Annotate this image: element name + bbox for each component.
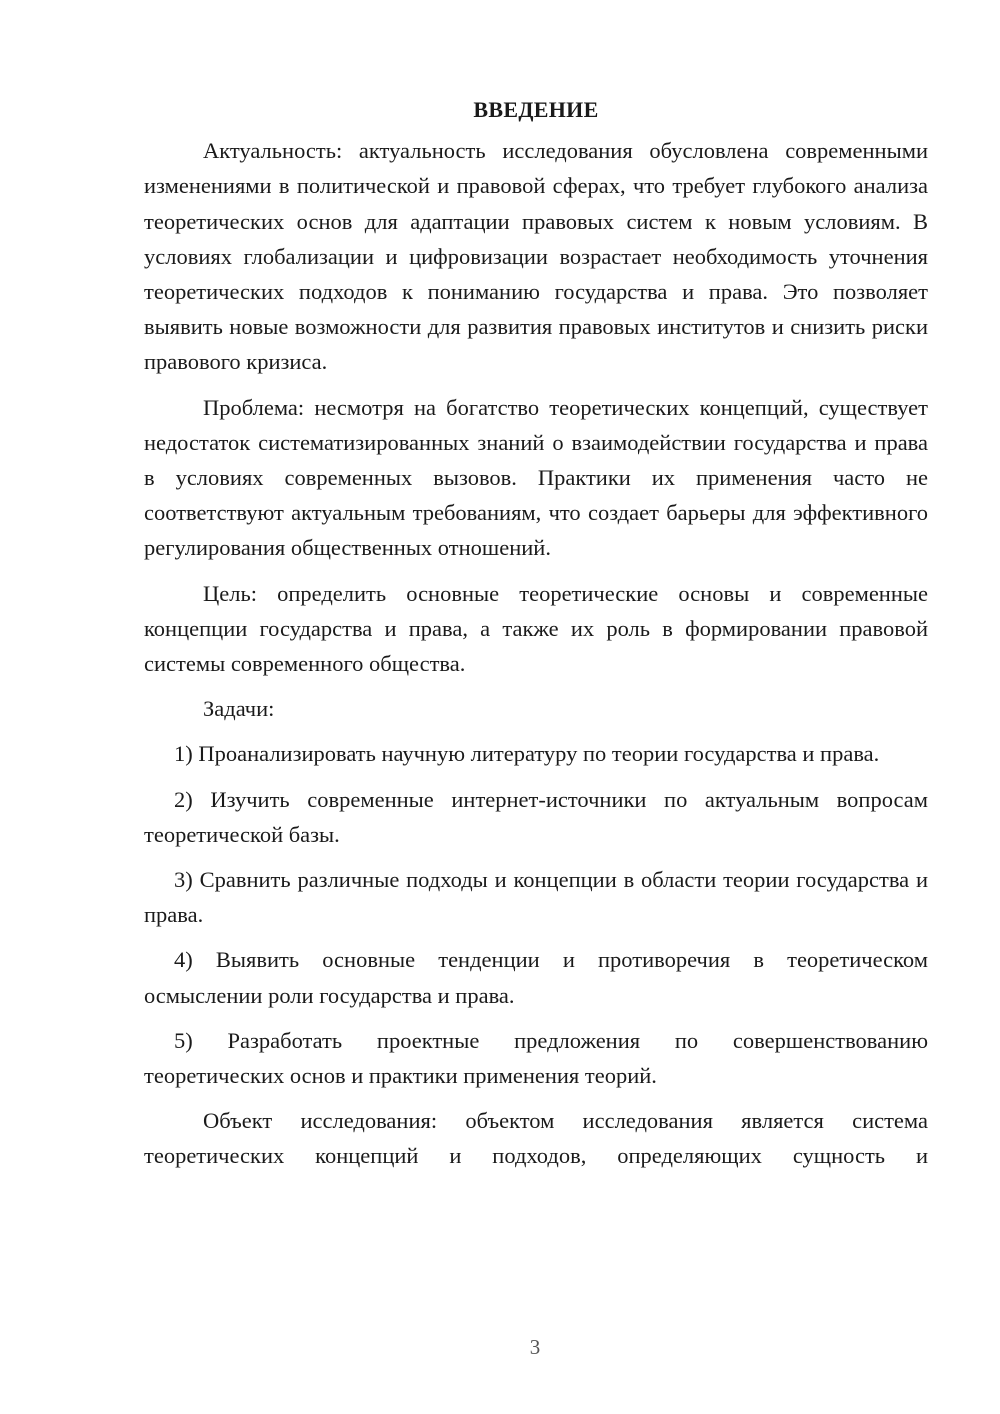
goal-paragraph: Цель: определить основные теоретические основы и современные концепции государства и права, а также их роль в формировании правовой системы современного общества. <box>144 580 928 677</box>
page-number: 3 <box>529 1335 541 1359</box>
task-item-2: 2) Изучить современные интернет-источники по актуальным вопросам теоретической базы. <box>144 786 928 847</box>
task-item-3: 3) Сравнить различные подходы и концепции в области теории государства и права. <box>144 867 928 928</box>
section-title: ВВЕДЕНИЕ <box>473 97 599 122</box>
relevance-paragraph: Актуальность: актуальность исследования обусловлена современными изменениями в политической и правовой сферах, что требует глубокого анализа теоретических основ для адаптации правовых систем к новым условиям. В условиях глобализации и цифровизации возрастает необходимость уточнения теоретических подходов к пониманию государства и права. Это позволяет выявить новые возможности для развития правовых институтов и снизить риски правового кризиса. <box>144 138 928 375</box>
task-item-1: 1) Проанализировать научную литературу по теории государства и права. <box>174 741 880 767</box>
task-item-5: 5) Разработать проектные предложения по совершенствованию теоретических основ и практики применения теорий. <box>144 1027 928 1089</box>
page-content <box>144 92 928 1174</box>
tasks-heading: Задачи: <box>203 696 275 722</box>
task-item-4: 4) Выявить основные тенденции и противоречия в теоретическом осмыслении роли государства и права. <box>144 947 928 1008</box>
object-paragraph: Объект исследования: объектом исследования является система теоретических концепций и подходов, определяющих сущность и <box>144 1108 928 1169</box>
problem-paragraph: Проблема: несмотря на богатство теоретических концепций, существует недостаток систематизированных знаний о взаимодействии государства и права в условиях современных вызовов. Практики их применения часто не соответствуют актуальным требованиям, что создает барьеры для эффективного регулирования общественных отношений. <box>144 394 928 561</box>
